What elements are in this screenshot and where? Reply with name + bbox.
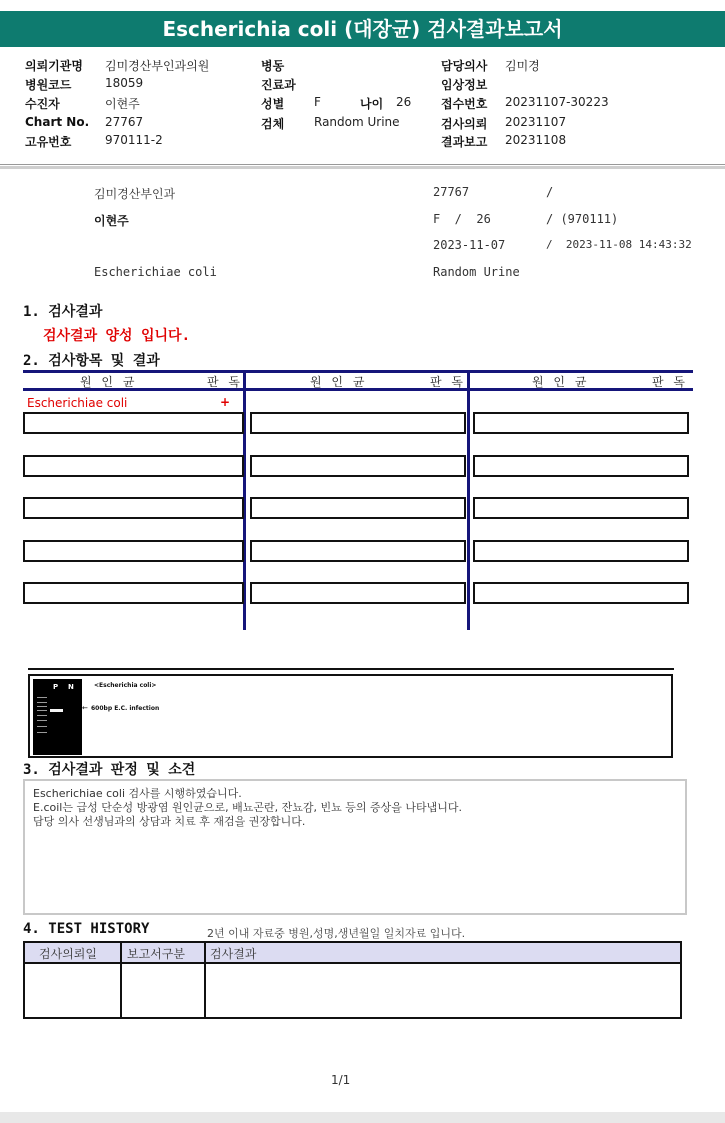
section4-heading: 4. TEST HISTORY [23,921,150,937]
result-entry-box [250,582,466,604]
summary-specimen: Random Urine [433,265,520,279]
history-header-row [25,943,680,964]
footer-shade [0,1112,725,1123]
header-label-sex: 성별 [261,97,285,111]
gel-panel [28,674,673,758]
remarks-box [23,779,687,915]
gel-top-rule [28,668,674,670]
result-entry-box [23,582,244,604]
result-entry-box [473,412,689,434]
gel-ladder-band [37,706,47,707]
result-entry-box [250,540,466,562]
header-label-reception-no: 접수번호 [441,97,488,111]
gel-title: <Escherichia coli> [94,682,157,689]
result-entry-box [23,540,244,562]
history-col-report-type: 보고서구분 [127,947,185,961]
gel-ladder-band [37,697,47,698]
gel-positive-band [50,709,63,712]
result-entry-box [473,540,689,562]
summary-date-reported: / 2023-11-08 14:43:32 [546,238,692,251]
remark-line: E.coil는 급성 단순성 방광염 원인균으로, 배뇨곤란, 잔뇨감, 빈뇨 등의 증상을 나타냅니다. [33,801,462,814]
history-table [23,941,682,1019]
header-value-patient: 이현주 [105,97,140,111]
header-label-patient: 수진자 [25,97,60,111]
header-label-report-date: 결과보고 [441,135,488,149]
gel-ladder-band [37,702,47,703]
header-label-clinical-info: 임상정보 [441,78,488,92]
remark-line: Escherichiae coli 검사를 시행하였습니다. [33,787,242,800]
header-value-hospital-code: 18059 [105,76,144,90]
summary-date-received: 2023-11-07 [433,238,506,252]
summary-id-short: / (970111) [546,212,619,226]
header-value-sex: F [314,95,321,109]
page-number: 1/1 [331,1073,351,1087]
col-header-judgement-3: 판 독 [652,375,688,389]
result-entry-box [250,412,466,434]
section2-heading: 2. 검사항목 및 결과 [23,353,160,369]
header-value-institution: 김미경산부인과의원 [105,59,210,73]
result-entry-box [250,455,466,477]
header-value-unique-id: 970111-2 [105,133,163,147]
gel-ladder-band [37,732,47,733]
result-entry-box [23,497,244,519]
header-label-ward: 병동 [261,59,285,73]
history-col-divider [120,943,122,1017]
summary-sex-age: F / 26 [433,212,491,226]
summary-test-name: Escherichiae coli [94,265,217,279]
header-label-chart-no: Chart No. [25,115,90,129]
col-header-judgement-2: 판 독 [430,375,466,389]
header-label-department: 진료과 [261,78,296,92]
header-shade [0,166,725,169]
header-label-institution: 의뢰기관명 [25,59,83,73]
header-value-doctor: 김미경 [505,59,540,73]
history-col-request-date: 검사의뢰일 [39,947,97,961]
header-label-unique-id: 고유번호 [25,135,72,149]
gel-ladder-band [37,726,47,727]
result-pathogen-name: Escherichiae coli [27,396,128,410]
header-label-request-date: 검사의뢰 [441,117,488,131]
header-value-specimen: Random Urine [314,115,400,129]
remark-line: 담당 의사 선생님과의 상담과 치료 후 재검을 권장합니다. [33,815,306,828]
gel-arrow-icon: ← [82,704,88,712]
summary-patient: 이현주 [94,214,129,228]
gel-image [33,679,82,755]
summary-hospital: 김미경산부인과 [94,187,176,201]
header-value-request-date: 20231107 [505,115,567,129]
col-header-judgement-1: 판 독 [207,375,243,389]
summary-chart-no: 27767 [433,185,470,199]
result-entry-box [473,455,689,477]
result-entry-box [473,497,689,519]
header-value-report-date: 20231108 [505,133,567,147]
header-value-age: 26 [396,95,412,109]
gel-ladder-band [37,715,47,716]
result-entry-box [23,455,244,477]
gel-ladder-band [37,710,47,711]
summary-slash: / [546,185,554,199]
table-col-divider-2 [467,370,470,630]
header-label-hospital-code: 병원코드 [25,78,72,92]
col-header-pathogen-2: 원 인 균 [310,375,368,389]
result-entry-box [473,582,689,604]
result-entry-box [250,497,466,519]
section3-heading: 3. 검사결과 판정 및 소견 [23,762,196,778]
section1-heading: 1. 검사결과 [23,304,103,320]
section4-note: 2년 이내 자료중 병원,성명,생년월일 일치자료 입니다. [207,927,466,940]
gel-ladder-band [37,720,47,721]
header-value-reception-no: 20231107-30223 [505,95,609,109]
history-col-divider [204,943,206,1017]
col-header-pathogen-1: 원 인 균 [80,375,138,389]
history-col-result: 검사결과 [210,947,257,961]
header-divider [0,164,725,165]
header-label-doctor: 담당의사 [441,59,488,73]
col-header-pathogen-3: 원 인 균 [532,375,590,389]
result-entry-box [23,412,244,434]
header-value-chart-no: 27767 [105,115,144,129]
header-label-specimen: 검체 [261,117,285,131]
header-label-age: 나이 [360,97,384,111]
report-title: Escherichia coli (대장균) 검사결과보고서 [0,11,725,47]
result-judgement: + [220,395,231,409]
section1-result: 검사결과 양성 입니다. [43,328,191,344]
gel-lane-p-label: P [53,683,59,691]
gel-lane-n-label: N [68,683,74,691]
gel-annotation: 600bp E.C. infection [91,705,160,712]
